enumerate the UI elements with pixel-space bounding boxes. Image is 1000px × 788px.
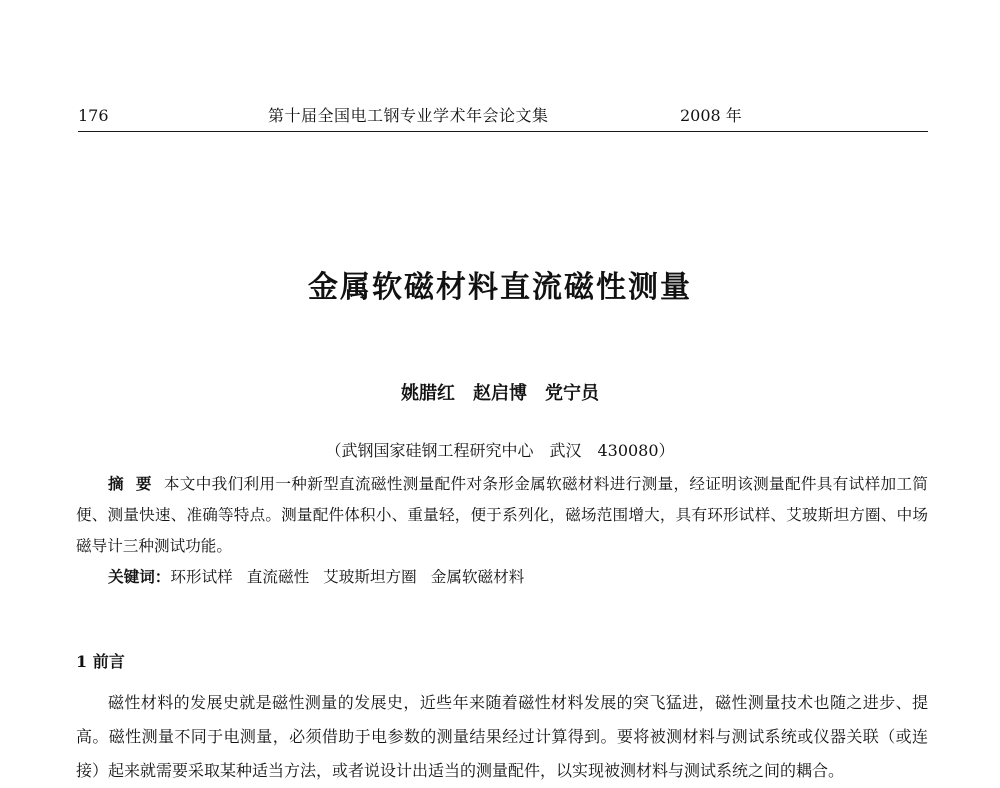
keywords xyxy=(76,562,928,592)
body-paragraph: 磁性材料的发展史就是磁性测量的发展史，近些年来随着磁性材料发展的突飞猛进，磁性测量技术也随之进步、提高。磁性测量不同于电测量，必须借助于电参数的测量结果经过计算得到。要将被测材料与测试系统或仪器关联（或连接）起来就需要采取某种适当方法，或者说设计出适当的测量配件，以实现被测材料与测试系统之间的耦合。 xyxy=(76,693,928,780)
abstract xyxy=(76,468,928,562)
paper-title: 金属软磁材料直流磁性测量 xyxy=(308,270,692,305)
section-heading: 1 前言 xyxy=(76,652,125,671)
affiliation: （武钢国家硅钢工程研究中心 武汉 430080） xyxy=(325,441,675,460)
keyword-item: 金属软磁材料 xyxy=(430,568,525,586)
header-year: 2008 年 xyxy=(680,106,742,125)
author-list: 姚腊红 赵启博 党宁员 xyxy=(401,383,599,404)
header-rule xyxy=(78,131,928,132)
page-number: 176 xyxy=(78,106,109,125)
keyword-item: 直流磁性 xyxy=(246,568,310,586)
keywords-label: 关键词： xyxy=(108,567,171,586)
abstract-label: 摘要 xyxy=(108,474,164,493)
keyword-item: 艾玻斯坦方圈 xyxy=(323,568,417,586)
conference-title: 第十届全国电工钢专业学术年会论文集 xyxy=(268,106,549,125)
keyword-item: 环形试样 xyxy=(170,568,233,586)
running-header xyxy=(78,104,926,128)
abstract-text: 本文中我们利用一种新型直流磁性测量配件对条形金属软磁材料进行测量，经证明该测量配件具有试样加工简便、测量快速、准确等特点。测量配件体积小、重量轻，便于系列化，磁场范围增大，具有环形试样、艾玻斯坦方圈、中场磁导计三种测试功能。 xyxy=(76,475,928,555)
